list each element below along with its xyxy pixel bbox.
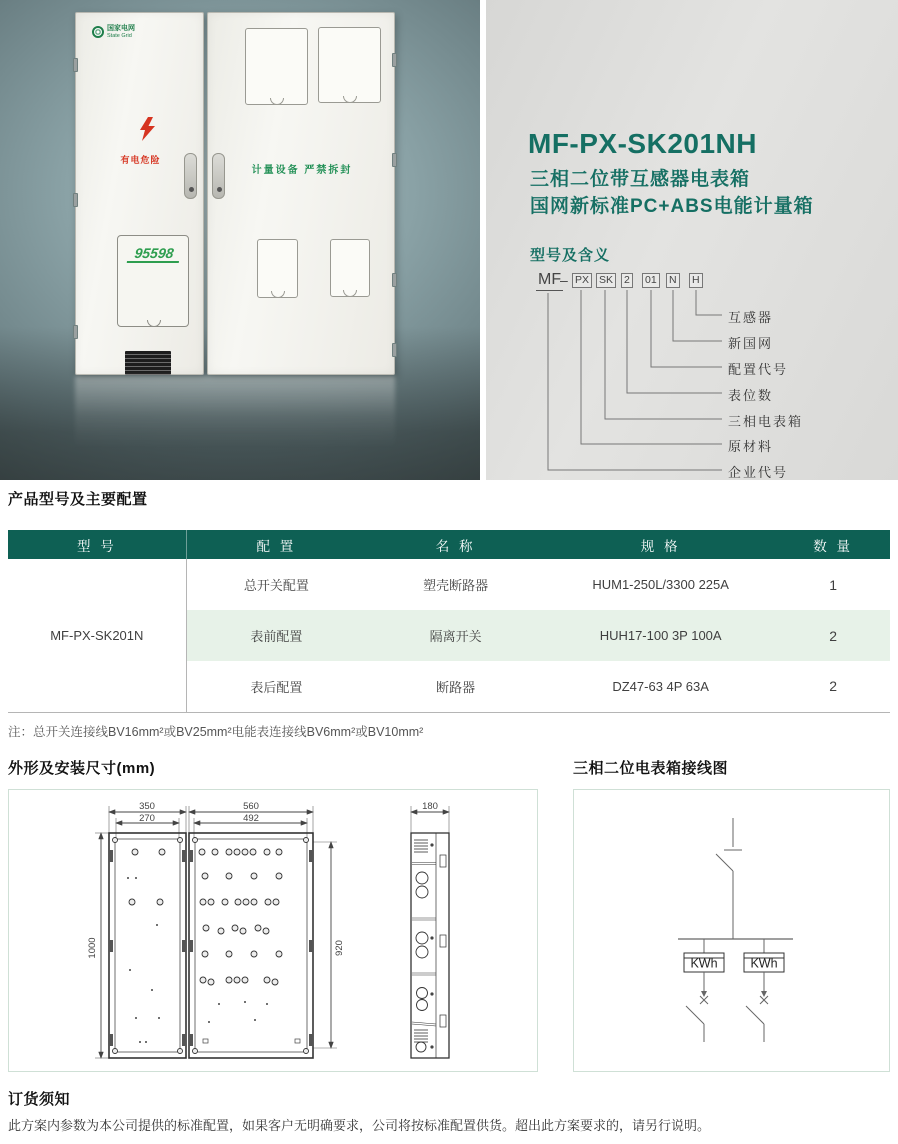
window-notch	[271, 291, 285, 298]
extension-lines	[95, 806, 449, 1058]
dim-492: 492	[243, 813, 259, 824]
front-view	[109, 833, 313, 1058]
hinge-icon	[392, 153, 397, 167]
header-config: 配 置	[186, 530, 366, 559]
code-box-01: 01	[642, 273, 660, 288]
dim-350: 350	[139, 801, 155, 812]
meter-branch-left	[684, 939, 724, 1042]
side-screws	[430, 843, 433, 1048]
header-model: 型 号	[8, 530, 186, 559]
product-model-title: MF-PX-SK201NH	[528, 128, 757, 159]
danger-label: 有电危险	[120, 155, 161, 165]
wiring-diagram-box	[573, 789, 890, 1072]
product-subtitle-1: 三相二位带互感器电表箱	[530, 169, 751, 190]
spec-cell: HUH17-100 3P 100A	[545, 610, 776, 661]
product-subtitle-2: 国网新标准PC+ABS电能计量箱	[530, 196, 814, 217]
spec-cell: DZ47-63 4P 63A	[545, 661, 776, 712]
code-box-px: PX	[572, 273, 592, 288]
qty-cell: 2	[776, 610, 890, 661]
dimension-section-title: 外形及安装尺寸(mm)	[8, 760, 156, 777]
dim-560: 560	[243, 801, 259, 812]
code-label-company-code: 企业代号	[728, 465, 789, 480]
dim-270: 270	[139, 813, 155, 824]
config-cell: 表后配置	[186, 661, 366, 712]
hinge-icon	[392, 53, 397, 67]
ordering-note: 此方案内参数为本公司提供的标准配置，如果客户无明确要求，公司将按标准配置供货。超出此方案要求的，请另行说明。	[8, 1118, 711, 1133]
code-box-n: N	[666, 273, 680, 288]
spec-cell: HUM1-250L/3300 225A	[592, 577, 729, 592]
header-spec: 规 格	[545, 530, 776, 559]
wiring-section-title: 三相二位电表箱接线图	[573, 760, 729, 777]
meter-branch-right	[744, 939, 784, 1042]
code-label-material: 原材料	[728, 439, 774, 454]
window-notch	[343, 290, 357, 297]
hinge-icon	[73, 325, 78, 339]
rating-label	[125, 351, 171, 375]
hinge-hatch-marks	[109, 850, 313, 1046]
hinge-icon	[73, 193, 78, 207]
code-connector-lines	[486, 0, 898, 480]
config-cell: 总开关配置	[243, 578, 309, 593]
hinge-icon	[73, 58, 78, 72]
window-notch	[270, 98, 284, 105]
qty-cell: 2	[776, 661, 890, 712]
code-box-h: H	[689, 273, 703, 288]
code-label-transformer: 互感器	[728, 310, 774, 325]
side-view	[411, 833, 449, 1058]
state-grid-emblem-icon	[92, 26, 104, 38]
code-label-new-grid: 新国网	[728, 336, 774, 351]
meter-box-left-door	[75, 12, 204, 375]
lightning-bolt-icon	[139, 117, 156, 141]
dimension-drawing-box	[8, 789, 538, 1072]
dim-180: 180	[422, 801, 438, 812]
code-dash: –	[560, 272, 568, 288]
config-table	[8, 530, 890, 713]
rail-clips	[440, 855, 446, 1027]
config-section-title: 产品型号及主要配置	[8, 491, 148, 508]
meter-box-right-door	[207, 12, 395, 375]
table-header-row	[8, 530, 890, 559]
name-cell: 断路器	[366, 661, 545, 712]
incoming-line-and-main-switch	[716, 818, 742, 939]
product-photo	[0, 0, 480, 480]
seal-warning-label: 计量设备 严禁拆封	[251, 165, 353, 176]
model-cell: MF-PX-SK201N	[8, 559, 186, 712]
wiring-spec-note: 注：总开关连接线BV16mm²或BV25mm²电能表连接线BV6mm²或BV10mm²	[8, 725, 424, 739]
hinge-icon	[392, 273, 397, 287]
hinge-icon	[392, 343, 397, 357]
door-latch-left	[184, 153, 197, 199]
dim-1000: 1000	[87, 937, 98, 959]
breaker-window	[257, 239, 298, 298]
kwh-meter-label-left: KWh	[690, 956, 718, 971]
dimension-lines	[101, 812, 449, 1058]
kwh-meter-label-right: KWh	[750, 956, 778, 971]
code-label-config-code: 配置代号	[728, 362, 789, 377]
meter-window	[245, 28, 308, 105]
header-name: 名 称	[366, 530, 545, 559]
code-box-2: 2	[621, 273, 633, 288]
door-latch-right	[212, 153, 225, 199]
floor-reflection	[75, 376, 395, 448]
window-notch	[343, 96, 357, 103]
model-meaning-heading: 型号及含义	[530, 247, 611, 264]
table-row	[8, 559, 890, 610]
code-label-meter-count: 表位数	[728, 388, 774, 403]
qty-cell: 1	[829, 576, 837, 593]
meter-window	[318, 27, 381, 103]
code-label-box-type: 三相电表箱	[728, 414, 804, 429]
code-prefix: MF	[536, 271, 563, 291]
service-number: 95598	[127, 245, 182, 263]
name-cell: 隔离开关	[366, 610, 545, 661]
panel-notch	[147, 320, 161, 327]
brand-name-cn: 国家电网	[107, 25, 135, 32]
config-cell: 表前配置	[186, 610, 366, 661]
dim-920: 920	[334, 940, 345, 956]
ordering-title: 订货须知	[8, 1091, 71, 1108]
breaker-window	[330, 239, 370, 297]
name-cell: 塑壳断路器	[423, 578, 489, 593]
brand-name-en: State Grid	[107, 33, 132, 39]
service-panel	[117, 235, 189, 327]
product-info-panel	[486, 0, 898, 480]
vent-slots	[414, 840, 428, 1042]
mounting-holes	[113, 838, 309, 1054]
dimension-drawing	[9, 790, 537, 1071]
state-grid-logo	[92, 25, 135, 39]
wiring-diagram	[574, 790, 889, 1071]
header-qty: 数 量	[776, 530, 890, 559]
dimension-labels	[87, 801, 438, 959]
code-box-sk: SK	[596, 273, 616, 288]
